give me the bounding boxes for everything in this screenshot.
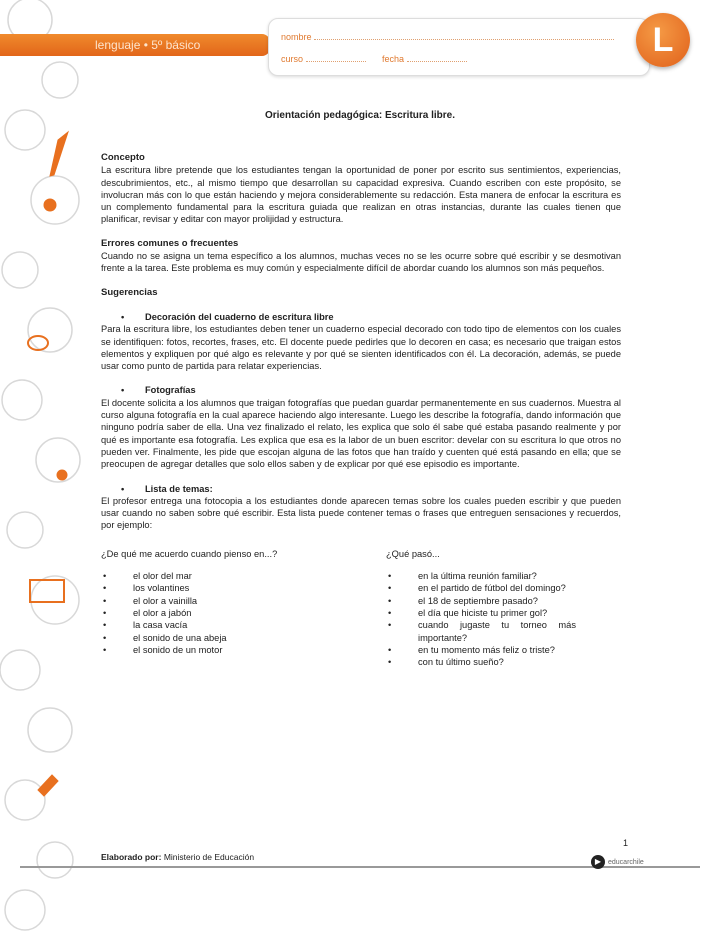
list-item: • en el partido de fútbol del domingo? [386,582,576,594]
date-field[interactable] [407,53,467,62]
name-label: nombre [281,32,312,42]
list-item: • en la última reunión familiar? [386,570,576,582]
logo-text: educarchile [608,858,644,866]
footer-credit [101,852,254,862]
list-item: • cuando jugaste tu torneo más importante? [386,619,576,644]
list-heading: ¿Qué pasó... [386,548,440,559]
list-item: • el 18 de septiembre pasado? [386,595,576,607]
list-item: • el olor a vainilla [101,595,386,607]
section-heading-errores: Errores comunes o frecuentes [101,237,239,249]
play-icon: ▶ [591,855,605,869]
author-label: Elaborado por: [101,852,162,862]
list-item: • el sonido de un motor [101,644,386,656]
student-info-box [268,18,650,76]
section-heading-concepto: Concepto [101,152,145,163]
subject-label: lenguaje • 5º básico [95,38,201,52]
suggestion-text: El profesor entrega una fotocopia a los estudiantes donde aparecen temas sobre los cuales pueden escribir y que pueden usar cuando no saben sobre qué escribir. Esta lista puede contener temas o frases que entreguen sensaciones y recuerdos, por ejemplo: [101,495,621,531]
suggestion-title: • Fotografías [121,384,621,396]
decorative-swirls [0,0,95,933]
name-field[interactable] [314,31,614,40]
suggestion-title: • Decoración del cuaderno de escritura libre [121,311,621,323]
course-label: curso [281,54,304,64]
date-label: fecha [382,54,405,64]
list-item: • la casa vacía [101,619,386,631]
document-body [101,152,621,668]
list-item: • el olor del mar [101,570,386,582]
course-field[interactable] [306,53,366,62]
list-item: • en tu momento más feliz o triste? [386,644,576,656]
microphone-icon [38,775,58,796]
left-topic-list [101,548,386,669]
right-topic-list [386,548,576,669]
suggestion-text: El docente solicita a los alumnos que traigan fotografías que puedan guardar permanentemente en sus cuadernos. Muestra al curso alguna fotografía en la cual aparece haciendo algo interesante. Luego les describe la fotografía, dando información que ninguno podría saber de ella. Una vez finalizado el relato, les explica que solo él sabe qué estaba pasando realmente y por qué es importante esa fotografía. Les explica que esa es la labor de un buen escritor: develar con su escritura lo que otros no pueden ver. Finalmente, les pide que escojan alguna de las fotos que han traído y cuenten qué está pasando en ella; que se preocupen de agregar detalles que solo ellos saben y de explicar por qué ese episodio es importante. [101,397,621,470]
ink-blot-icon [44,199,56,211]
list-item: • el sonido de una abeja [101,632,386,644]
book-icon [30,580,64,602]
list-item: • el día que hiciste tu primer gol? [386,607,576,619]
list-item: • el olor a jabón [101,607,386,619]
page-title: Orientación pedagógica: Escritura libre. [264,110,456,121]
topic-lists [101,548,621,669]
suggestion-title: • Lista de temas: [121,483,621,495]
subject-badge: L [636,13,690,67]
errores-text: Cuando no se asigna un tema específico a los alumnos, muchas veces no se les ocurre sobre qué escribir y se desmotivan frente a la tarea. Este problema es muy común y especialmente difícil de abordar cuando los alumnos son más pequeños. [101,251,621,274]
comma-icon [57,470,67,480]
subject-band [0,34,270,56]
list-heading: ¿De qué me acuerdo cuando pienso en...? [101,548,278,559]
concepto-text: La escritura libre pretende que los estudiantes tengan la oportunidad de poner por escrito sus sentimientos, experiencias, descubrimientos, etc., al mismo tiempo que desarrollan su capacidad expresiva. Cuando escriben con este propósito, se involucran más con lo que están haciendo y mejora considerablemente su redacción. Esta manera de enfocar la escritura es un complemento fundamental para la escritura guiada que realizan en otras instancias, durante las cuales tienen que planificar, revisar y editar con mayor prolijidad y estructura. [101,165,621,225]
author-name: Ministerio de Educación [163,852,255,862]
list-item: • los volantines [101,582,386,594]
page-number: 1 [623,838,629,848]
suggestion-text: Para la escritura libre, los estudiantes deben tener un cuaderno especial decorado con todo tipo de elementos con los cuales se identifiquen: fotos, recortes, frases, etc. El docente puede pedirles que lo decoren en casa; es necesario que traigan estos elementos y expliquen por qué algo es relevante y por qué se sienten identificados con él. La decoración, además, se puede usar como punto de partida para relatar experiencias. [101,324,621,372]
pen-icon [50,132,68,176]
section-heading-sugerencias: Sugerencias [101,286,158,298]
list-item: • con tu último sueño? [386,656,576,668]
footer-logo[interactable] [591,855,644,869]
